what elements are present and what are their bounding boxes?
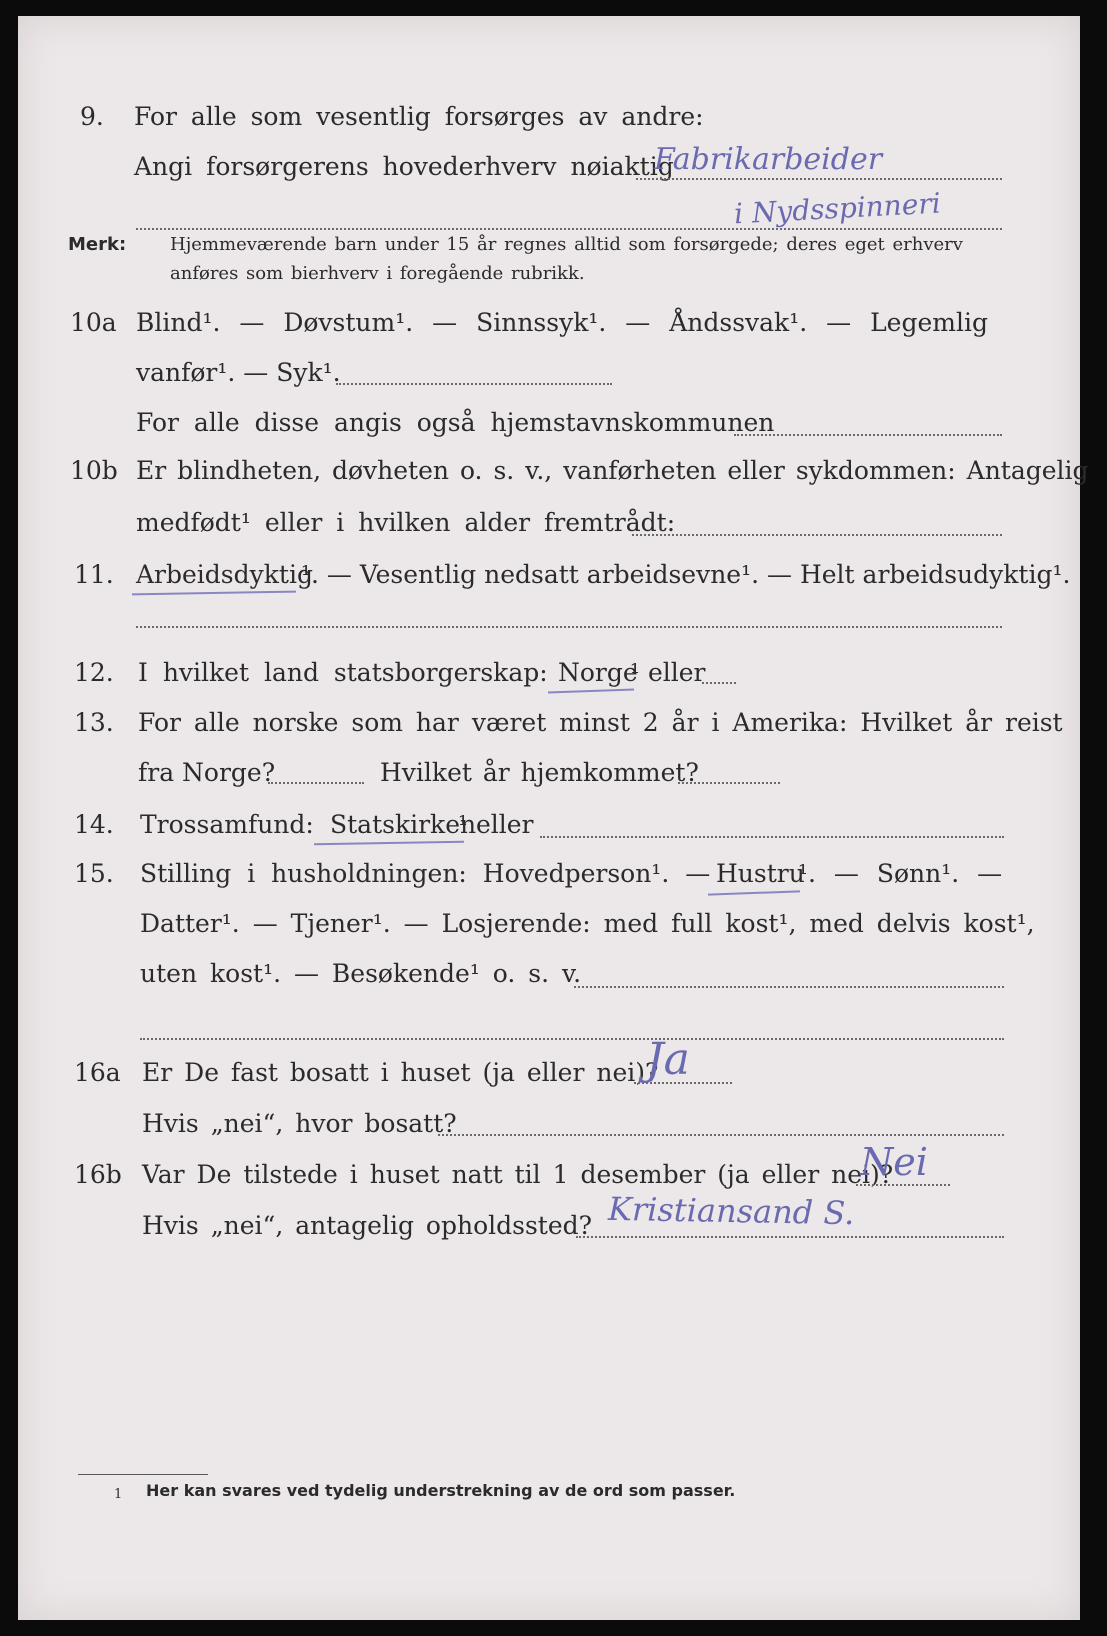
q15-line2: Datter¹. — Tjener¹. — Losjerende: med full kost¹, med delvis kost¹, bbox=[140, 909, 1035, 938]
q16a-bosatt-line bbox=[438, 1134, 1004, 1136]
q9-handwritten-answer-1: Fabrikarbeider bbox=[654, 142, 883, 177]
q15-line1-prefix: Stilling i husholdningen: Hovedperson¹. — bbox=[140, 859, 711, 888]
q10a-number: 10a bbox=[70, 308, 117, 337]
q12-option-norge: Norge bbox=[558, 658, 638, 687]
q14-underline bbox=[314, 841, 464, 846]
q13-reist-line bbox=[268, 782, 364, 784]
q10b-line2: medfødt¹ eller i hvilken alder fremtrådt: bbox=[136, 508, 676, 537]
merk-label: Merk: bbox=[68, 234, 127, 255]
q9-answer-line-2 bbox=[136, 228, 1002, 230]
q13-line1: For alle norske som har været minst 2 år i Amerika: Hvilket år reist bbox=[138, 708, 1063, 737]
q10a-kommune-line bbox=[734, 434, 1002, 436]
q16b-handwritten-place: Kristiansand S. bbox=[607, 1189, 855, 1233]
q9-handwritten-answer-2: i Nydsspinneri bbox=[733, 186, 942, 231]
q12-answer-line bbox=[702, 682, 736, 684]
q14-option-statskirken: Statskirken bbox=[330, 810, 477, 839]
q9-number: 9. bbox=[80, 102, 104, 131]
footnote-mark: 1 bbox=[114, 1487, 123, 1502]
q16b-handwritten-answer: Nei bbox=[860, 1140, 928, 1184]
merk-line2: anføres som bierhverv i foregående rubrikk. bbox=[170, 263, 585, 284]
q16b-answer-line bbox=[856, 1184, 950, 1186]
q10a-line3: For alle disse angis også hjemstavnskommunen bbox=[136, 408, 775, 437]
q13-number: 13. bbox=[74, 708, 114, 737]
q16b-line2: Hvis „nei“, antagelig opholdssted? bbox=[142, 1211, 593, 1240]
q15-option-hustru: Hustru bbox=[716, 859, 805, 888]
q16a-handwritten-answer: Ja bbox=[646, 1034, 690, 1085]
q10b-line1: Er blindheten, døvheten o. s. v., vanførheten eller sykdommen: Antagelig bbox=[136, 456, 1089, 485]
q11-answer-line bbox=[136, 626, 1002, 628]
q15-underline bbox=[708, 890, 800, 895]
q10a-line1: Blind¹. — Døvstum¹. — Sinnssyk¹. — Åndssvak¹. — Legemlig bbox=[136, 308, 988, 337]
q10a-syk-line bbox=[336, 383, 612, 385]
q15-number: 15. bbox=[74, 859, 114, 888]
q9-answer-line bbox=[636, 178, 1002, 180]
q14-rest: ¹ eller bbox=[458, 810, 534, 839]
q16b-number: 16b bbox=[74, 1160, 122, 1189]
q9-line1: For alle som vesentlig forsørges av andre: bbox=[134, 102, 704, 131]
q12-rest: ¹ eller bbox=[630, 658, 706, 687]
footnote-text: Her kan svares ved tydelig understrekning av de ord som passer. bbox=[146, 1481, 736, 1500]
q15-line3: uten kost¹. — Besøkende¹ o. s. v. bbox=[140, 959, 582, 988]
q14-prefix: Trossamfund: bbox=[140, 810, 314, 839]
q9-line2: Angi forsørgerens hovederhverv nøiaktig bbox=[134, 152, 674, 181]
q16b-line1: Var De tilstede i huset natt til 1 desember (ja eller nei)? bbox=[142, 1160, 894, 1189]
q14-number: 14. bbox=[74, 810, 114, 839]
q10a-line2: vanfør¹. — Syk¹. bbox=[136, 358, 341, 387]
q11-option-arbeidsdyktig: Arbeidsdyktig bbox=[136, 560, 313, 589]
footnote-rule bbox=[78, 1474, 208, 1475]
q10b-number: 10b bbox=[70, 456, 118, 485]
q13-hjemkommet-line bbox=[678, 782, 780, 784]
q12-underline bbox=[548, 688, 634, 693]
q16b-opholdssted-line bbox=[576, 1236, 1004, 1238]
q13-line2b: Hvilket år hjemkommet? bbox=[380, 758, 699, 787]
q10b-answer-line bbox=[632, 534, 1002, 536]
q11-number: 11. bbox=[74, 560, 114, 589]
q14-answer-line bbox=[540, 836, 1004, 838]
q15-line1-rest: ¹. — Sønn¹. — bbox=[798, 859, 1003, 888]
census-form-page bbox=[18, 16, 1089, 1620]
q16a-line2: Hvis „nei“, hvor bosatt? bbox=[142, 1109, 457, 1138]
q16a-number: 16a bbox=[74, 1058, 121, 1087]
q11-rest: ¹. — Vesentlig nedsatt arbeidsevne¹. — Helt arbeidsudyktig¹. bbox=[301, 560, 1071, 589]
q15-answer-line bbox=[574, 986, 1004, 988]
q12-number: 12. bbox=[74, 658, 114, 687]
q12-prefix: I hvilket land statsborgerskap: bbox=[138, 658, 548, 687]
q13-line2a: fra Norge? bbox=[138, 758, 276, 787]
q11-underline bbox=[132, 591, 296, 596]
q16a-line1: Er De fast bosatt i huset (ja eller nei)? bbox=[142, 1058, 659, 1087]
q15-answer-line-2 bbox=[140, 1038, 1004, 1040]
merk-line1: Hjemmeværende barn under 15 år regnes alltid som forsørgede; deres eget erhverv bbox=[170, 234, 963, 255]
